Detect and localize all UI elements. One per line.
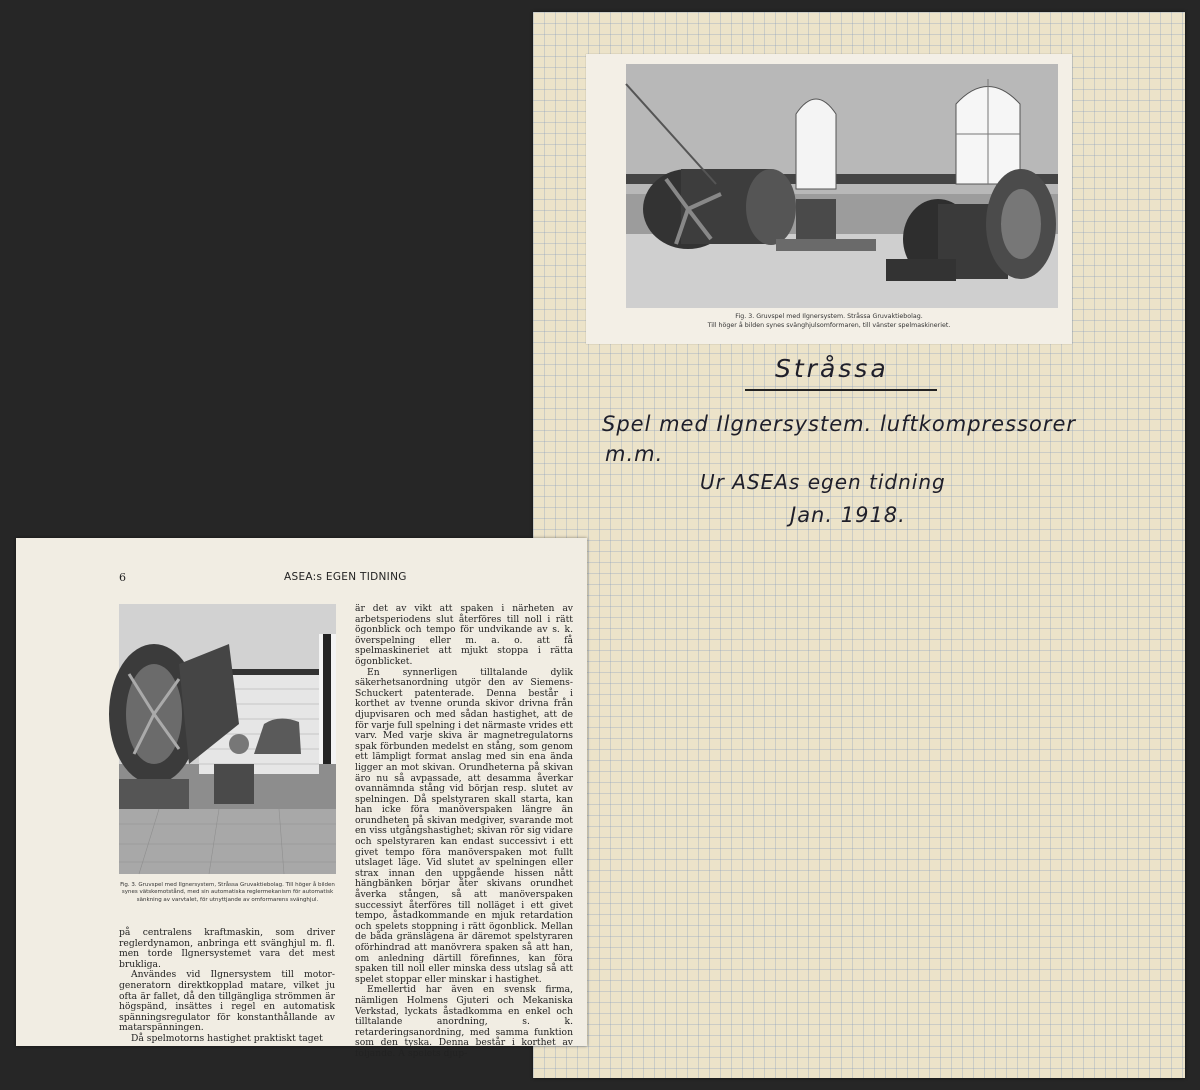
paragraph: Användes vid Ilgnersystem till motor-generatorn direktkopplad matare, vilket ju ofta är fallet, då den tillgängliga strömmen är högspänd, insättes i regel en automatisk spänningsregulator för konstanthållande av matarspänningen. bbox=[119, 969, 335, 1034]
paragraph: En synnerligen tilltalande dylik säkerhetsanordning utgör den av Siemens-Schuckert patenterade. Denna består i korthet av tvenne orunda skivor drivna från djupvisaren och med sådan hastighet, att de för varje full spelning i det närmaste vrides ett varv. Med varje skiva är magnetregulatorns spak förbunden medelst en stång, som genom ett lämpligt format anslag med sin ena ända ligger an mot skivan. Orundheterna på skivan äro nu så avpassade, att desamma åverkar ovannämnda stång vid början resp. slutet av spelningen. Då spelstyraren skall starta, kan han icke föra manöverspaken längre än orundheten på skivan medgiver, svarande mot en viss utgångshastighet; skivan rör sig vidare och spelstyraren kan endast successivt i ett givet tempo föra manöverspaken mot fullt utslaget läge. Vid slutet av spelningen eller strax innan den uppgående hissen nått hängbänken börjar åter skivans orundhet åverka stången, så att manöverspaken successivt återföres till nolläget i ett givet tempo, åstadkommande en mjuk retardation och spelets stoppning i rätt ögonblick. Mellan de båda gränslägena är däremot spelstyraren oförhindrad att manövrera spaken så att han, om anledning därtill förefinnes, kan föra spaken till noll eller minska dess utslag så att spelet stoppar eller minskar i hastighet. bbox=[355, 666, 573, 985]
photo-caption bbox=[586, 312, 1072, 330]
masthead: ASEA:s EGEN TIDNING bbox=[284, 571, 407, 583]
handwritten-title: Stråssa bbox=[775, 354, 889, 383]
handwritten-line-3: Ur ASEAs egen tidning bbox=[700, 470, 946, 494]
mounted-photo-clipping bbox=[586, 54, 1072, 344]
photo-caption-line-2: Till höger å bilden synes svänghjulsomformaren, till vänster spelmaskineriet. bbox=[707, 322, 951, 329]
handwritten-line-2: m.m. bbox=[605, 442, 664, 466]
article-column-left bbox=[119, 928, 335, 1044]
paragraph: Då spelmotorns hastighet praktiskt taget bbox=[131, 1032, 323, 1044]
winding-engine-photo bbox=[119, 604, 336, 874]
page-number: 6 bbox=[119, 571, 126, 584]
machinery-hall-photo bbox=[626, 64, 1058, 308]
paragraph: på centralens kraftmaskin, som driver reglerdynamon, anbringa ett svänghjul m. fl. men torde Ilgnersystemet vara det mest brukliga. bbox=[119, 927, 335, 970]
article-column-right bbox=[355, 603, 573, 1059]
handwritten-line-1: Spel med Ilgnersystem. luftkompressorer bbox=[602, 412, 1077, 436]
clipping-photo-caption: Fig. 3. Gruvspel med Ilgnersystem, Stråssa Gruvaktiebolag. Till höger å bilden synes vätskemotstånd, med sin automatiska reglermekanism för automatisk sänkning av varvtalet, för utnyttjande av omformarens svänghjul. bbox=[120, 882, 335, 903]
photo-caption-line-1: Fig. 3. Gruvspel med Ilgnersystem. Stråssa Gruvaktiebolag. bbox=[735, 313, 923, 320]
newspaper-clipping bbox=[16, 538, 587, 1059]
paragraph: är det av vikt att spaken i närheten av arbetsperiodens slut återföres till noll i rätt ögonblick och tempo för undvikande av s. k. överspelning eller m. a. o. att få spelmaskineriet att mjukt stoppa i rätta ögonblicket. bbox=[355, 603, 573, 667]
handwritten-date: Jan. 1918. bbox=[790, 503, 906, 527]
paragraph: Emellertid har även en svensk firma, nämligen Holmens Gjuteri och Mekaniska Verkstad, lyckats åstadkomma en enkel och tilltalande anordning, s. k. retarderingsanordning, med samma funktion som den tyska. Denna består i korthet av följande. Å spelets djup- bbox=[355, 984, 573, 1059]
title-underline bbox=[745, 389, 937, 391]
